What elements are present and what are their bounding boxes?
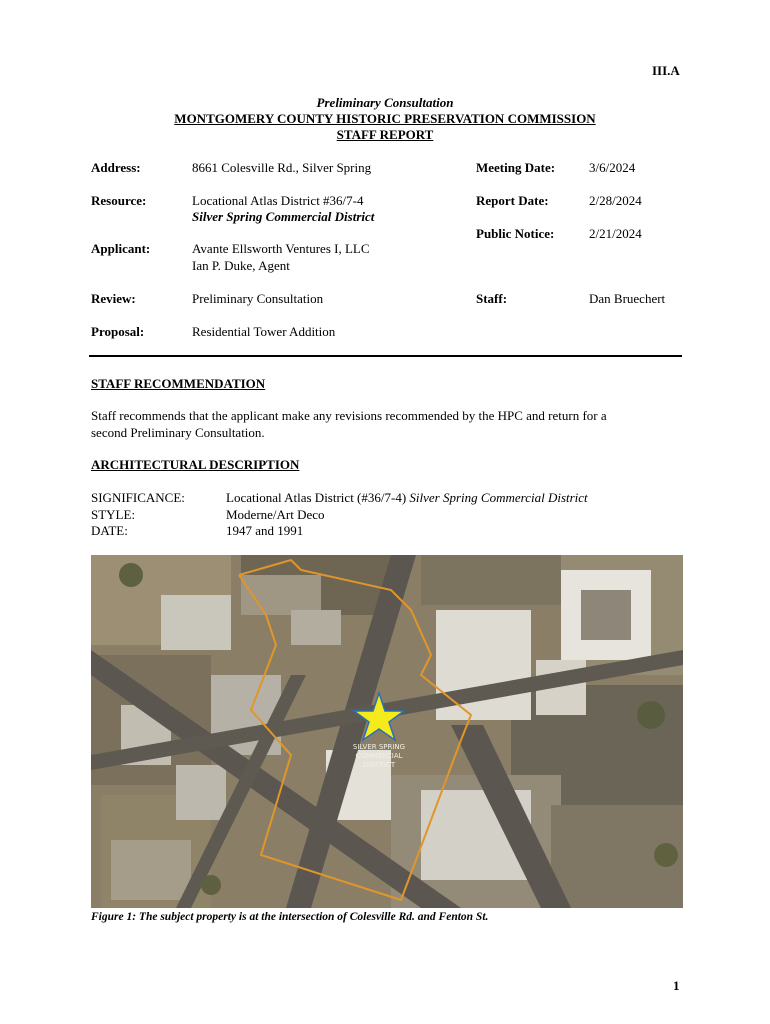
resource-district: Silver Spring Commercial District xyxy=(192,209,375,224)
applicant-agent: Ian P. Duke, Agent xyxy=(192,258,290,273)
applicant-label: Applicant: xyxy=(91,241,151,256)
address-value: 8661 Colesville Rd., Silver Spring xyxy=(192,160,372,175)
significance-district-number: Locational Atlas District (#36/7-4) xyxy=(226,490,410,505)
significance-label: SIGNIFICANCE: xyxy=(91,490,185,505)
meeting-date-label: Meeting Date: xyxy=(476,160,556,175)
section-divider xyxy=(89,355,682,357)
proposal-label: Proposal: xyxy=(91,324,145,339)
significance-district-name: Silver Spring Commercial District xyxy=(409,490,588,505)
review-value: Preliminary Consultation xyxy=(192,291,324,306)
figure-caption: Figure 1: The subject property is at the intersection of Colesville Rd. and Fenton St. xyxy=(91,911,489,923)
resource-label: Resource: xyxy=(91,193,147,208)
staff-value: Dan Bruechert xyxy=(589,291,666,306)
commission-title: MONTGOMERY COUNTY HISTORIC PRESERVATION COMMISSION xyxy=(174,111,596,126)
address-label: Address: xyxy=(91,160,141,175)
date-value: 1947 and 1991 xyxy=(226,523,304,538)
map-label-line1: SILVER SPRING xyxy=(352,743,406,751)
public-notice-value: 2/21/2024 xyxy=(589,226,642,241)
style-value: Moderne/Art Deco xyxy=(226,507,325,522)
architectural-description-heading: ARCHITECTURAL DESCRIPTION xyxy=(91,457,300,472)
report-date-label: Report Date: xyxy=(476,193,549,208)
resource-value: Locational Atlas District #36/7-4 xyxy=(192,193,364,208)
recommendation-text-line1: Staff recommends that the applicant make any revisions recommended by the HPC and return for a xyxy=(91,408,607,423)
recommendation-text-line2: second Preliminary Consultation. xyxy=(91,425,265,440)
aerial-map-image xyxy=(91,555,683,908)
report-type-heading: Preliminary Consultation xyxy=(316,95,454,110)
page-number: 1 xyxy=(673,978,680,993)
applicant-value: Avante Ellsworth Ventures I, LLC xyxy=(192,241,370,256)
page-ref: III.A xyxy=(652,63,680,78)
meeting-date-value: 3/6/2024 xyxy=(589,160,636,175)
public-notice-label: Public Notice: xyxy=(476,226,555,241)
staff-report-title: STAFF REPORT xyxy=(336,127,434,142)
map-label-line3: DISTRICT xyxy=(362,761,396,769)
staff-label: Staff: xyxy=(476,291,508,306)
review-label: Review: xyxy=(91,291,136,306)
map-label-line2: COMMERCIAL xyxy=(355,752,403,760)
report-date-value: 2/28/2024 xyxy=(589,193,642,208)
date-label: DATE: xyxy=(91,523,128,538)
significance-value xyxy=(226,490,588,506)
staff-recommendation-heading: STAFF RECOMMENDATION xyxy=(91,376,266,391)
proposal-value: Residential Tower Addition xyxy=(192,324,336,339)
style-label: STYLE: xyxy=(91,507,136,522)
